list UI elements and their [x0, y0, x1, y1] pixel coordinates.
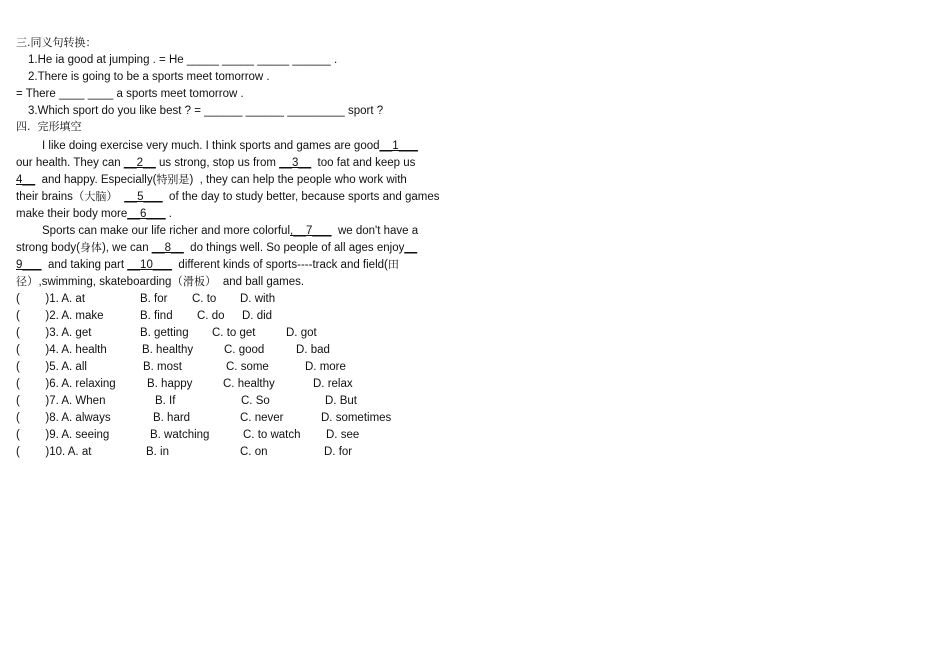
passage-line-9	[16, 275, 304, 289]
option-d: D. for	[324, 446, 353, 458]
option-c: C. on	[240, 446, 268, 458]
option-c: C. to watch	[243, 429, 301, 441]
option-b: B. hard	[153, 412, 191, 424]
passage-line-6	[42, 224, 418, 238]
choice-row-1	[16, 292, 436, 306]
passage-text: do things well. So people of all ages enjoy	[183, 242, 405, 254]
passage-text: ）,swimming, skateboarding（	[27, 276, 183, 288]
option-c: C. to	[192, 293, 217, 305]
passage-text: ） and ball games.	[204, 276, 305, 288]
option-d: D. sometimes	[321, 412, 392, 424]
passage-text: make their body more	[16, 208, 128, 220]
option-b: B. find	[140, 310, 173, 322]
option-c: C. do	[197, 310, 225, 322]
choice-row-5	[16, 360, 436, 374]
option-b: B. getting	[140, 327, 189, 339]
passage-line-3	[16, 173, 407, 187]
passage-text: and taking part	[41, 259, 128, 271]
choice-row-8	[16, 411, 436, 425]
passage-text: Sports can make our life richer and more colorful	[42, 225, 290, 237]
choice-number: ( )6. A. relaxing	[16, 378, 116, 390]
option-c: C. So	[241, 395, 270, 407]
passage-text: different kinds of sports----track and field(	[172, 259, 388, 271]
choice-number: ( )8. A. always	[16, 412, 111, 424]
passage-text: we don't have a	[331, 225, 419, 237]
choice-row-6	[16, 377, 436, 391]
option-c: C. healthy	[223, 378, 275, 390]
option-d: D. But	[325, 395, 357, 407]
choice-row-7	[16, 394, 436, 408]
option-d: D. bad	[296, 344, 330, 356]
blank-9-start: __	[404, 242, 418, 254]
option-c: C. never	[240, 412, 284, 424]
choice-number: ( )1. A. at	[16, 293, 86, 305]
blank-5: __5___	[124, 191, 163, 203]
passage-text: us strong, stop us from	[155, 157, 280, 169]
choice-row-10	[16, 445, 436, 459]
choice-number: ( )4. A. health	[16, 344, 107, 356]
choice-row-9	[16, 428, 436, 442]
passage-text: and happy. Especially(	[35, 174, 157, 186]
passage-line-4	[16, 190, 439, 204]
passage-text: ）	[106, 191, 125, 203]
blank-9: 9___	[16, 259, 42, 271]
blank-6: __6___	[127, 208, 166, 220]
option-d: D. relax	[313, 378, 353, 390]
section3-question-1: 1.He ia good at jumping . = He _____ _____ _____ ______ .	[28, 54, 338, 66]
option-b: B. happy	[147, 378, 193, 390]
passage-line-5	[16, 207, 172, 221]
option-c: C. good	[224, 344, 265, 356]
choice-number: ( )5. A. all	[16, 361, 87, 373]
option-d: D. more	[305, 361, 346, 373]
passage-chinese: 大脑	[84, 190, 107, 203]
blank-10: __10___	[127, 259, 173, 271]
choice-row-4	[16, 343, 436, 357]
passage-chinese: 田	[387, 258, 399, 271]
option-d: D. see	[326, 429, 360, 441]
passage-text: of the day to study better, because sports and games	[162, 191, 440, 203]
choice-row-3	[16, 326, 436, 340]
passage-line-1	[42, 139, 418, 153]
choice-number: ( )2. A. make	[16, 310, 104, 322]
passage-text: I like doing exercise very much. I think sports and games are good	[42, 140, 380, 152]
option-d: D. got	[286, 327, 317, 339]
passage-line-8	[16, 258, 399, 272]
passage-chinese: 身体	[79, 241, 102, 254]
blank-4: 4__	[16, 174, 36, 186]
section3-heading: 三.同义句转换：	[16, 36, 97, 49]
passage-line-7	[16, 241, 417, 255]
passage-text: ) , they can help the people who work with	[189, 174, 407, 186]
option-b: B. in	[146, 446, 170, 458]
passage-text: .	[165, 208, 172, 220]
option-b: B. for	[140, 293, 168, 305]
option-c: C. some	[226, 361, 269, 373]
section4-heading: 四. 完形填空	[16, 120, 82, 133]
passage-text: strong body(	[16, 242, 80, 254]
passage-comma: ,	[290, 225, 294, 237]
choice-number: ( )7. A. When	[16, 395, 106, 407]
option-d: D. with	[240, 293, 276, 305]
passage-text: too fat and keep us	[311, 157, 416, 169]
blank-2: __2__	[123, 157, 156, 169]
option-b: B. watching	[150, 429, 210, 441]
passage-text: our health. They can	[16, 157, 124, 169]
option-b: B. If	[155, 395, 176, 407]
option-b: B. most	[143, 361, 182, 373]
choice-number: ( )10. A. at	[16, 446, 92, 458]
passage-chinese: 特别是	[156, 173, 190, 186]
blank-1: __1___	[379, 140, 418, 152]
choice-number: ( )3. A. get	[16, 327, 92, 339]
option-b: B. healthy	[142, 344, 194, 356]
passage-line-2	[16, 156, 415, 170]
blank-7: __7___	[293, 225, 332, 237]
passage-chinese: 滑板	[182, 275, 205, 288]
section3-question-2b: = There ____ ____ a sports meet tomorrow .	[16, 88, 244, 100]
blank-8: __8__	[151, 242, 184, 254]
blank-3: __3__	[279, 157, 312, 169]
option-c: C. to get	[212, 327, 256, 339]
option-d: D. did	[242, 310, 273, 322]
choice-number: ( )9. A. seeing	[16, 429, 110, 441]
section3-question-2a: 2.There is going to be a sports meet tomorrow .	[28, 71, 270, 83]
choice-row-2	[16, 309, 436, 323]
section3-question-3: 3.Which sport do you like best ? = ______ ______ _________ sport ?	[28, 105, 384, 117]
passage-chinese: 径	[16, 275, 27, 288]
passage-text: ), we can	[101, 242, 152, 254]
passage-text: their brains（	[16, 191, 85, 203]
